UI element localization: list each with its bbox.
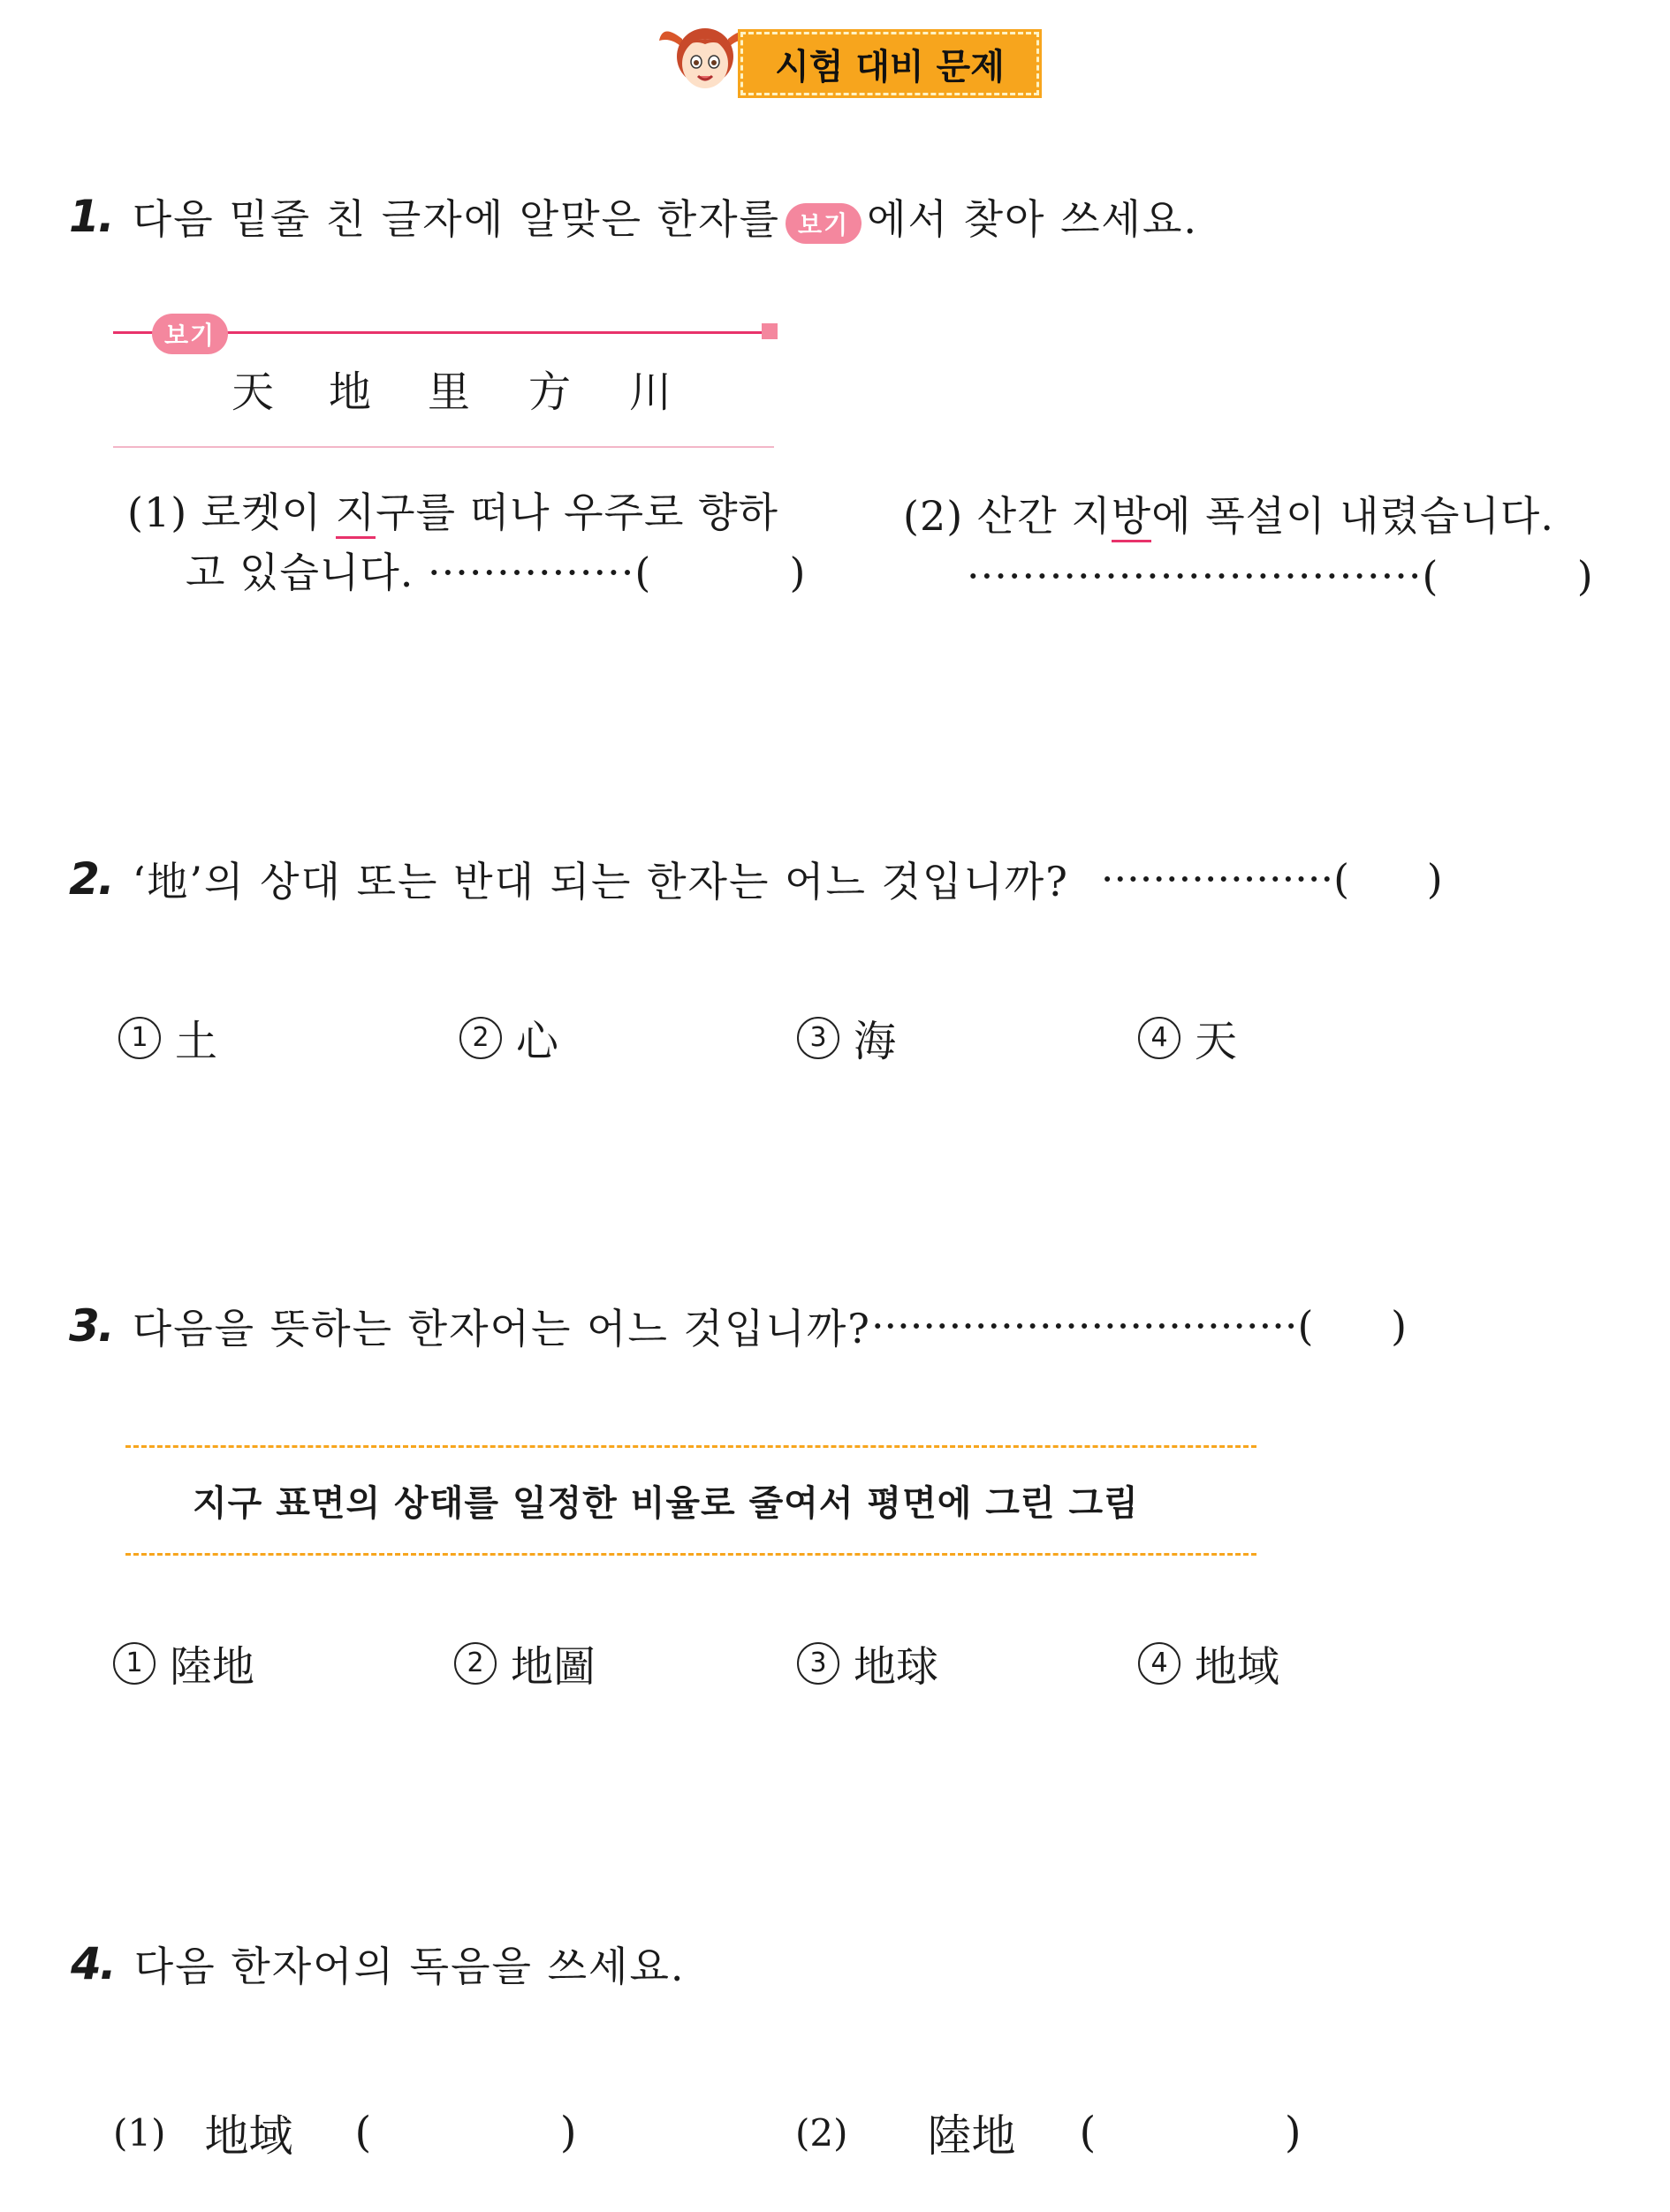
dot-leader: ································· <box>967 552 1423 600</box>
q2-choice-1[interactable]: 1 土 <box>118 1007 217 1068</box>
q3-choice-4[interactable]: 4 地域 <box>1138 1632 1279 1693</box>
question-text: 다음 밑줄 친 글자에 알맞은 한자를 보기 에서 찾아 쓰세요. <box>132 195 1199 243</box>
definition-top-dashline <box>125 1445 1256 1448</box>
q2-choice-2[interactable]: 2 心 <box>459 1007 558 1068</box>
underlined-char: 방 <box>1112 492 1151 542</box>
question-2 <box>69 850 1443 908</box>
bogi-hanja-2: 地 <box>329 367 373 417</box>
answer-blank[interactable]: ( ) <box>1297 1302 1408 1350</box>
dot-leader: ································· <box>870 1302 1298 1350</box>
q3-choice-1[interactable]: 1 陸地 <box>113 1632 254 1693</box>
definition-bottom-dashline <box>125 1553 1256 1556</box>
underlined-char: 지 <box>336 489 376 539</box>
answer-blank[interactable]: ( ) <box>634 549 807 596</box>
bogi-hanja-5: 川 <box>629 367 673 417</box>
bogi-box-label: 보기 <box>152 314 228 354</box>
bogi-bottom-line <box>113 446 774 448</box>
question-text: 다음을 뜻하는 한자어는 어느 것입니까? <box>132 1305 871 1352</box>
question-4 <box>71 1935 686 1993</box>
question-number: 4. <box>71 1938 115 1989</box>
question-number: 3. <box>69 1300 113 1352</box>
q1-item-2: (2) 산간 지방에 폭설이 내렸습니다. ·································( ) <box>903 492 1594 600</box>
bogi-pill: 보기 <box>786 203 862 244</box>
question-1 <box>69 187 1198 246</box>
answer-blank[interactable]: ( ) <box>1333 855 1443 903</box>
question-number: 1. <box>69 191 113 242</box>
definition-text: 지구 표면의 상태를 일정한 비율로 줄여서 평면에 그린 그림 <box>193 1483 1139 1524</box>
q4-item-2: (2) 陸地 ( ) <box>795 2108 1302 2162</box>
answer-blank[interactable]: ( ) <box>1079 2108 1302 2157</box>
bogi-hanja-4: 方 <box>528 367 573 417</box>
dot-leader: ··············· <box>428 549 635 596</box>
bogi-line-end-square <box>762 323 778 339</box>
q2-choice-4[interactable]: 4 天 <box>1138 1007 1237 1068</box>
q1-item-1: (1) 로켓이 지구를 떠나 우주로 향하 고 있습니다. ···············( ) <box>127 489 807 596</box>
question-number: 2. <box>69 853 113 905</box>
answer-blank[interactable]: ( ) <box>354 2108 577 2157</box>
question-text: 다음 한자어의 독음을 쓰세요. <box>133 1943 686 1990</box>
dot-leader: ·················· <box>1100 855 1334 903</box>
q3-choice-3[interactable]: 3 地球 <box>797 1632 938 1693</box>
question-text: ‘地’의 상대 또는 반대 되는 한자는 어느 것입니까? <box>132 858 1069 905</box>
q4-item-1: (1) 地域 ( ) <box>113 2108 577 2162</box>
question-3 <box>69 1297 1407 1355</box>
header-title: 시험 대비 문제 <box>740 32 1039 95</box>
q2-choice-3[interactable]: 3 海 <box>797 1007 896 1068</box>
q3-choice-2[interactable]: 2 地圖 <box>454 1632 596 1693</box>
bogi-hanja-1: 天 <box>232 367 276 417</box>
answer-blank[interactable]: ( ) <box>1422 552 1594 600</box>
bogi-hanja-3: 里 <box>428 367 472 417</box>
